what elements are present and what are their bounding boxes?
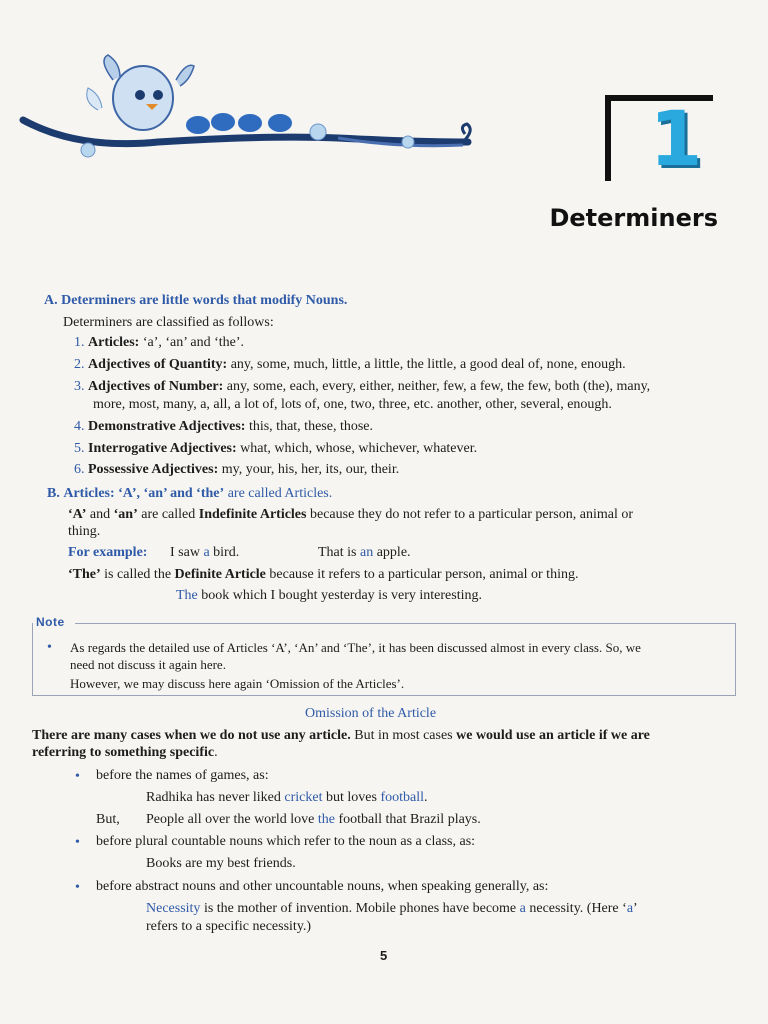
- list-number: 4.: [74, 419, 85, 434]
- highlight: football: [380, 790, 424, 805]
- highlight: Necessity: [146, 901, 201, 916]
- example-sentence-2: [318, 544, 411, 561]
- text: ’: [633, 901, 638, 916]
- article-an: ‘an’: [113, 507, 138, 522]
- chapter-number: 1: [649, 94, 703, 183]
- list-text: any, some, each, every, either, neither, few, a few, the few, both (the), many,: [223, 379, 651, 394]
- list-text: my, your, his, her, its, our, their.: [218, 462, 400, 477]
- bullet-dot-icon: •: [75, 835, 80, 850]
- article-a: ‘A’: [68, 507, 87, 522]
- list-label: Demonstrative Adjectives:: [88, 419, 246, 434]
- text: People all over the world love: [146, 812, 318, 827]
- list-label: Adjectives of Number:: [88, 379, 224, 394]
- chapter-box-bar: [605, 95, 611, 181]
- bullet-text: before abstract nouns and other uncountable nouns, when speaking generally, as:: [96, 879, 549, 894]
- section-b-heading-rest: are called Articles.: [224, 486, 333, 501]
- indefinite-article-text: [68, 506, 633, 523]
- section-a-heading: A. Determiners are little words that modify Nouns.: [44, 293, 348, 308]
- list-label: Possessive Adjectives:: [88, 462, 219, 477]
- text: football that Brazil plays.: [334, 812, 481, 827]
- list-text: this, that, these, those.: [245, 419, 373, 434]
- list-item: [74, 440, 477, 457]
- list-number: 5.: [74, 441, 85, 456]
- text: But in most cases: [350, 728, 457, 743]
- note-line-1: As regards the detailed use of Articles ‘A’, ‘An’ and ‘The’, it has been discussed almost in every class. So, we: [70, 640, 641, 655]
- example-sentence: [146, 900, 638, 917]
- list-item: [74, 356, 626, 373]
- bullet-dot-icon: •: [47, 640, 52, 655]
- text: .: [424, 790, 428, 805]
- list-item-continuation: more, most, many, a, all, a lot of, lots of, one, two, three, etc. another, other, several, enough.: [93, 397, 612, 412]
- chapter-number-box: [605, 95, 715, 185]
- definite-article-example: [176, 587, 482, 604]
- text: because it refers to a particular person, animal or thing.: [265, 567, 579, 582]
- text: .: [214, 745, 218, 760]
- bullet-dot-icon: •: [75, 880, 80, 895]
- article-the: ‘The’: [68, 567, 101, 582]
- example-sentence: [146, 789, 428, 806]
- highlight: a: [519, 901, 526, 916]
- definite-article-term: Definite Article: [174, 567, 266, 582]
- text-mid: are called: [137, 507, 199, 522]
- omission-heading: Omission of the Article: [305, 706, 437, 721]
- text-bold: we would use an article if we are: [456, 728, 650, 743]
- article: a: [203, 545, 210, 560]
- text: but loves: [322, 790, 381, 805]
- text: necessity. (Here ‘: [525, 901, 627, 916]
- bullet-text: before the names of games, as:: [96, 768, 269, 783]
- text: I saw: [170, 545, 204, 560]
- note-line-2: need not discuss it again here.: [70, 657, 226, 672]
- text: is called the: [100, 567, 175, 582]
- list-item: [74, 378, 650, 395]
- article: an: [360, 545, 374, 560]
- article: The: [176, 588, 198, 603]
- text-and: and: [86, 507, 114, 522]
- list-label: Articles:: [88, 335, 140, 350]
- list-item: [74, 418, 373, 435]
- text: book which I bought yesterday is very interesting.: [197, 588, 482, 603]
- section-b-heading-bold: Articles: ‘A’, ‘an’ and ‘the’: [63, 486, 225, 501]
- list-text: what, which, whose, whichever, whatever.: [236, 441, 478, 456]
- highlight: a: [626, 901, 634, 916]
- chapter-title: Determiners: [549, 204, 718, 232]
- omission-intro-cont: [32, 744, 218, 761]
- list-item: [74, 334, 244, 351]
- note-label: Note: [36, 615, 69, 629]
- highlight: the: [317, 812, 335, 827]
- omission-intro: [32, 727, 650, 744]
- bullet-text: before plural countable nouns which refer to the noun as a class, as:: [96, 834, 476, 849]
- list-text: any, some, much, little, a little, the little, a good deal of, none, enough.: [227, 357, 626, 372]
- example-sentence-1: [170, 544, 239, 561]
- text: is the mother of invention. Mobile phones have become: [200, 901, 520, 916]
- page-number: 5: [380, 948, 388, 963]
- list-number: 2.: [74, 357, 85, 372]
- text-rest: because they do not refer to a particular person, animal or: [306, 507, 634, 522]
- text: bird.: [209, 545, 240, 560]
- indefinite-article-text-cont: thing.: [68, 524, 101, 539]
- definite-article-text: [68, 566, 578, 583]
- list-number: 1.: [74, 335, 85, 350]
- example-sentence-cont: refers to a specific necessity.): [146, 919, 312, 934]
- text: That is: [318, 545, 360, 560]
- text: apple.: [373, 545, 411, 560]
- text-bold: There are many cases when we do not use any article.: [32, 728, 351, 743]
- list-label: Adjectives of Quantity:: [88, 357, 228, 372]
- list-item: [74, 461, 399, 478]
- list-number: 6.: [74, 462, 85, 477]
- example-label: For example:: [68, 545, 148, 560]
- bullet-dot-icon: •: [75, 769, 80, 784]
- note-top-rule: [75, 623, 735, 624]
- text-bold: referring to something specific: [32, 745, 215, 760]
- list-number: 3.: [74, 379, 85, 394]
- section-a-intro: Determiners are classified as follows:: [63, 315, 274, 330]
- highlight: cricket: [284, 790, 323, 805]
- section-b-prefix: B.: [47, 486, 60, 501]
- list-text: ‘a’, ‘an’ and ‘the’.: [139, 335, 244, 350]
- example-sentence: [146, 811, 481, 828]
- bird-branch-illustration: [18, 50, 488, 180]
- indefinite-articles-term: Indefinite Articles: [198, 507, 307, 522]
- list-label: Interrogative Adjectives:: [88, 441, 237, 456]
- text: Radhika has never liked: [146, 790, 285, 805]
- note-line-3: However, we may discuss here again ‘Omission of the Articles’.: [70, 676, 405, 691]
- but-label: But,: [96, 812, 120, 827]
- example-sentence: Books are my best friends.: [146, 856, 296, 871]
- section-b-heading: [47, 485, 332, 502]
